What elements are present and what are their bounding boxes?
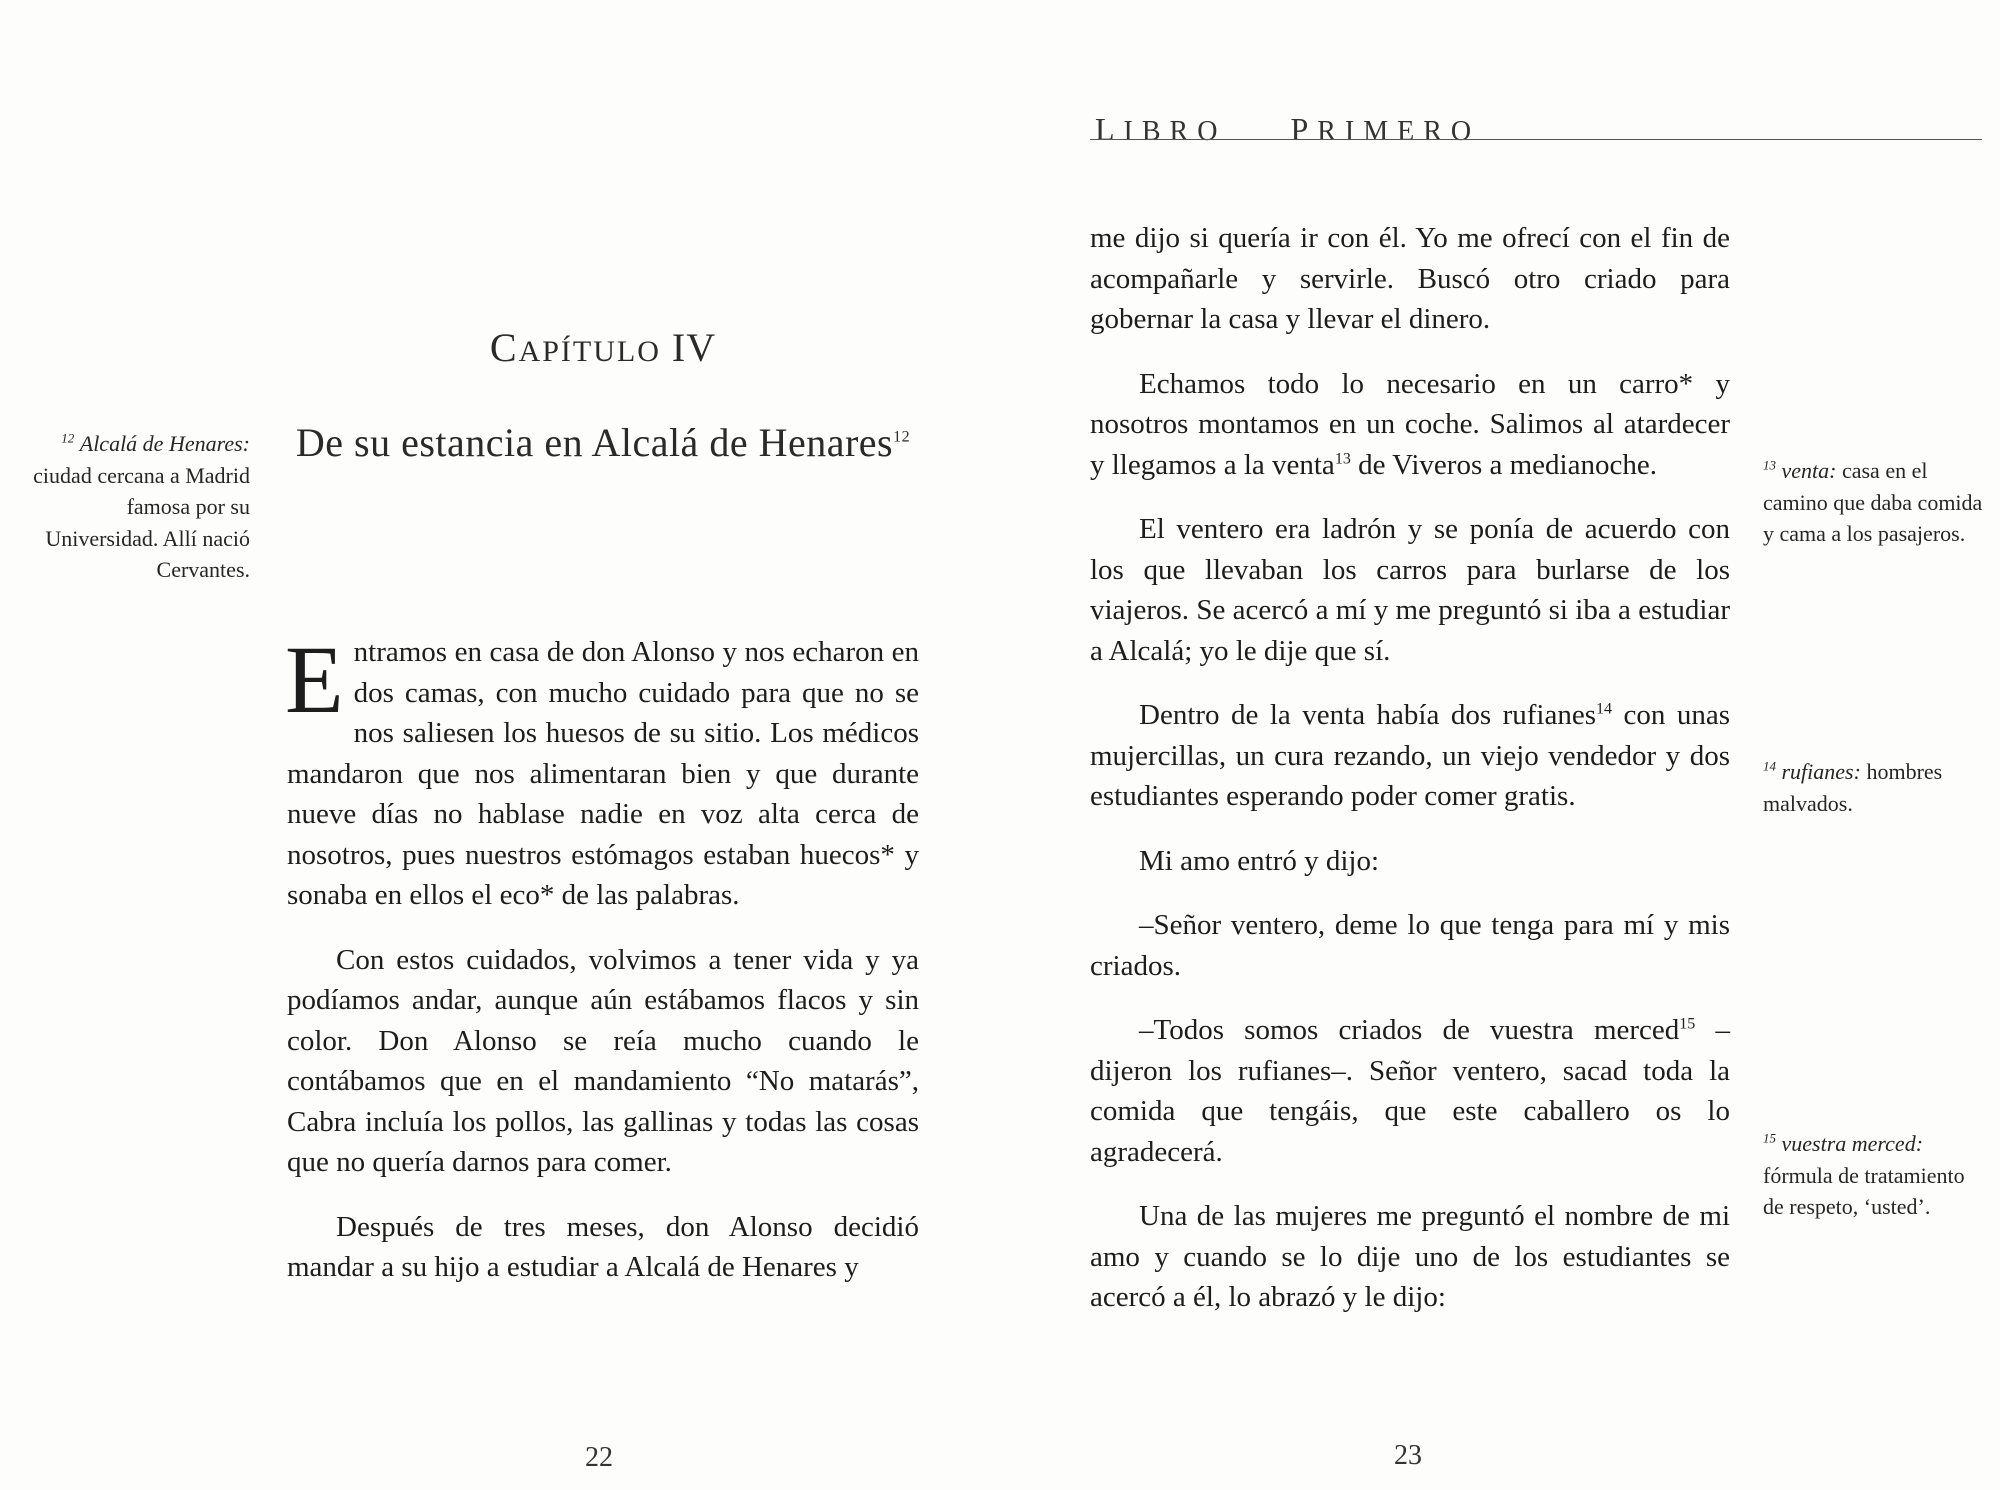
header-rule — [1090, 139, 1982, 140]
paragraph: Una de las mujeres me preguntó el nombre de mi amo y cuando se lo dije uno de los estudiantes se acercó a él, lo abrazó y le dijo: — [1090, 1200, 1730, 1313]
paragraph — [285, 626, 919, 916]
paragraph-text: Dentro de la venta había dos rufianes — [1139, 699, 1596, 731]
running-head-first-initial: L — [1095, 111, 1124, 147]
paragraph-text: ntramos en casa de don Alonso y nos echaron en dos camas, con mucho cuidado para que no se nos saliesen los huesos de su sitio. Los médicos mandaron que nos alimentaran bien y que durante nueve días no hablase nadie en voz alta cerca de nosotros, pues nuestros estómagos estaban huecos* y sonaba en ellos el eco* de las palabras. — [287, 636, 919, 911]
note-text: fórmula de tratamiento de respeto, ‘usted’. — [1763, 1162, 1965, 1219]
chapter-number: IV — [671, 325, 717, 370]
margin-note-13 — [1763, 455, 1988, 550]
paragraph — [1090, 364, 1730, 486]
note-number: 13 — [1763, 457, 1776, 473]
note-number: 15 — [1763, 1130, 1776, 1146]
margin-note-14 — [1763, 756, 1988, 819]
drop-cap: E — [285, 626, 344, 733]
paragraph — [1090, 695, 1730, 817]
running-head — [1095, 111, 1815, 148]
paragraph: Mi amo entró y dijo: — [1139, 844, 1380, 877]
paragraph: Con estos cuidados, volvimos a tener vida y ya podíamos andar, aunque aún estábamos flacos y sin color. Don Alonso se reía mucho cuando le contábamos que en el mandamiento “No matarás”, Cabra incluía los pollos, las gallinas y todas las cosas que no quería darnos para comer. — [287, 943, 919, 1178]
running-head-second-initial: P — [1290, 111, 1318, 147]
paragraph — [1090, 1010, 1730, 1172]
paragraph: El ventero era ladrón y se ponía de acuerdo con los que llevaban los carros para burlarse de los viajeros. Se acercó a mí y me preguntó si iba a estudiar a Alcalá; yo le dije que sí. — [1090, 513, 1730, 667]
note-text: hombres malvados. — [1763, 759, 1943, 816]
note-term: venta: — [1781, 458, 1837, 483]
note-term: rufianes: — [1781, 759, 1861, 784]
page-number-right: 23 — [1394, 1440, 1422, 1471]
paragraph-text: –Todos somos criados de vuestra merced — [1139, 1014, 1680, 1046]
note-term: vuestra merced: — [1781, 1131, 1924, 1156]
page-number-left: 22 — [585, 1442, 613, 1473]
margin-note-12 — [20, 428, 250, 586]
running-head-first-rest: IBRO — [1123, 116, 1227, 147]
footnote-ref-13: 13 — [1334, 449, 1351, 467]
chapter-subtitle-text: De su estancia en Alcalá de Henares — [295, 420, 894, 465]
paragraph: me dijo si quería ir con él. Yo me ofrecí con el fin de acompañarle y servirle. Buscó otro criado para gobernar la casa y llevar el dinero. — [1090, 222, 1730, 335]
note-number: 14 — [1763, 758, 1776, 774]
paragraph-text-cont: –dijeron los rufianes–. Señor ventero, sacad toda la comida que tengáis, que este caballero os lo agradecerá. — [1090, 1014, 1730, 1168]
right-page-body — [1090, 218, 1730, 1342]
paragraph: –Señor ventero, deme lo que tenga para mí y mis criados. — [1090, 909, 1730, 982]
paragraph-text: Echamos todo lo necesario en un carro* y nosotros montamos en un coche. Salimos al atardecer y llegamos a la venta — [1090, 367, 1730, 481]
chapter-title — [287, 324, 919, 371]
running-head-second-rest: RIMERO — [1317, 116, 1481, 147]
left-page-body — [285, 626, 919, 1312]
footnote-ref-12: 12 — [893, 428, 911, 446]
margin-note-15 — [1763, 1128, 1988, 1223]
paragraph-text-cont: con unas mujercillas, un cura rezando, un viejo vendedor y dos estudiantes esperando poder comer gratis. — [1090, 699, 1730, 812]
note-text: ciudad cercana a Madrid famosa por su Universidad. Allí nació Cervantes. — [33, 462, 250, 582]
note-term: Alcalá de Henares: — [79, 431, 250, 456]
paragraph-text-cont: de Viveros a medianoche. — [1350, 448, 1657, 481]
note-number: 12 — [61, 430, 75, 446]
footnote-ref-15: 15 — [1679, 1015, 1696, 1033]
note-text: casa en el camino que daba comida y cama a los pasajeros. — [1763, 458, 1983, 546]
chapter-subtitle — [287, 419, 919, 466]
footnote-ref-14: 14 — [1596, 700, 1612, 718]
paragraph: Después de tres meses, don Alonso decidió mandar a su hijo a estudiar a Alcalá de Henares y — [287, 1210, 919, 1283]
chapter-label: CAPÍTULO — [489, 325, 661, 370]
